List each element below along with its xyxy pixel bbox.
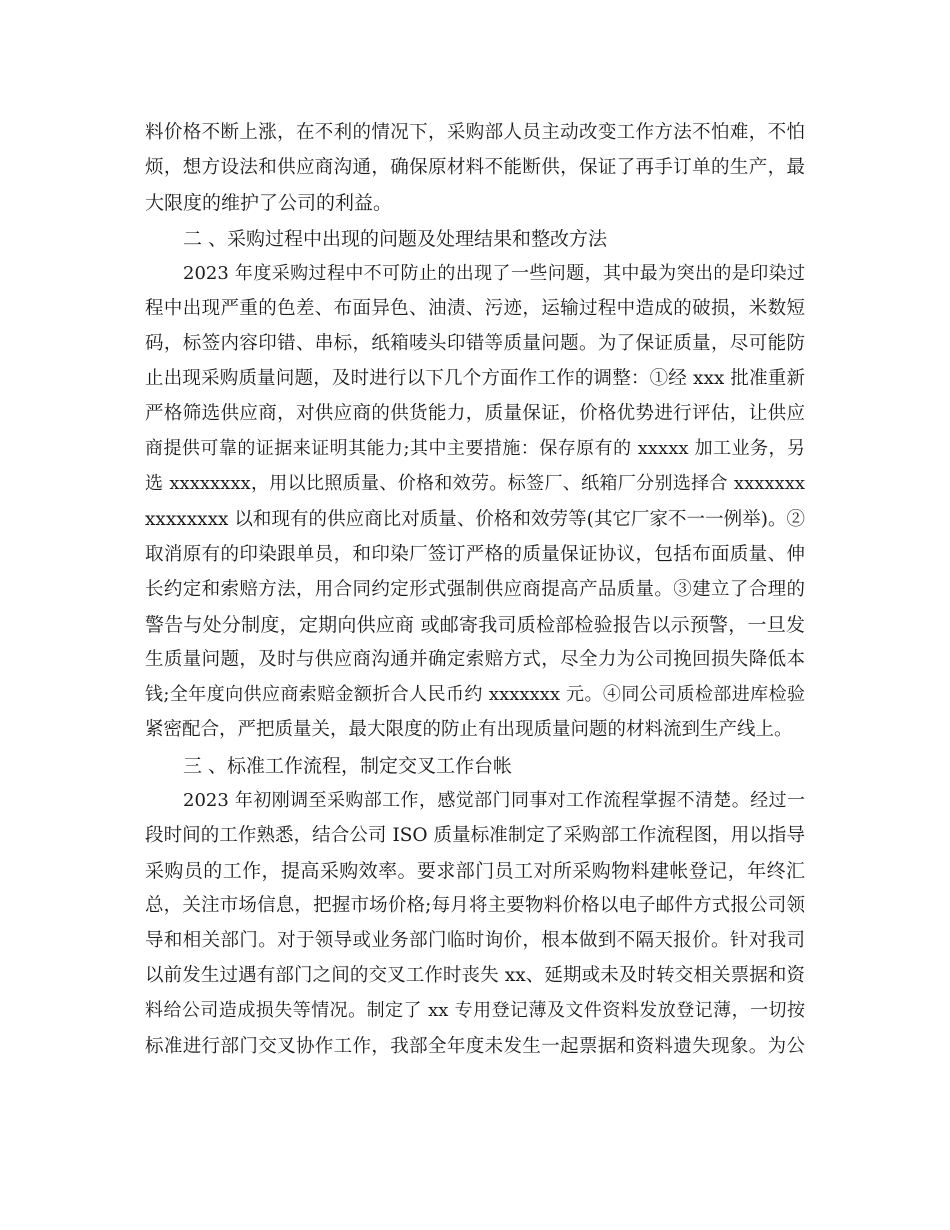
text-line: 选 xxxxxxxx，用以比照质量、价格和效劳。标签厂、纸箱厂分别选择合 xxxxxxx (145, 473, 805, 494)
text-line: 料给公司造成损失等情况。制定了 xx 专用登记薄及文件资料发放登记薄，一切按 (145, 1000, 805, 1021)
text-line: 程中出现严重的色差、布面异色、油渍、污迹，运输过程中造成的破损，米数短 (145, 298, 805, 319)
text-line: 码，标签内容印错、串标，纸箱唛头印错等质量问题。为了保证质量，尽可能防 (145, 333, 805, 354)
section-heading-2: 二 、采购过程中出现的问题及处理结果和整改方法 (183, 228, 608, 250)
text-line: 以前发生过遇有部门之间的交叉工作时丧失 xx、延期或未及时转交相关票据和资 (145, 965, 805, 986)
text-line: 止出现采购质量问题，及时进行以下几个方面作工作的调整：①经 xxx 批准重新 (145, 368, 805, 389)
text-line: 导和相关部门。对于领导或业务部门临时询价，根本做到不隔天报价。针对我司 (145, 930, 805, 951)
text-line: 钱;全年度向供应商索赔金额折合人民币约 xxxxxxx 元。④同公司质检部进库检验 (145, 684, 805, 705)
text-line: 生质量问题，及时与供应商沟通并确定索赔方式，尽全力为公司挽回损失降低本 (145, 649, 805, 670)
text-line: xxxxxxxx 以和现有的供应商比对质量、价格和效劳等(其它厂家不一一例举)。② (145, 509, 805, 530)
text-line: 紧密配合，严把质量关，最大限度的防止有出现质量问题的材料流到生产线上。 (145, 719, 793, 740)
text-line: 段时间的工作熟悉，结合公司 ISO 质量标准制定了采购部工作流程图，用以指导 (145, 825, 805, 846)
text-line: 2023 年度采购过程中不可防止的出现了一些问题，其中最为突出的是印染过 (183, 263, 805, 284)
text-line: 总，关注市场信息，把握市场价格;每月将主要物料价格以电子邮件方式报公司领 (145, 895, 805, 916)
text-line: 商提供可靠的证据来证明其能力;其中主要措施：保存原有的 xxxxx 加工业务，另 (145, 438, 805, 459)
text-line: 大限度的维护了公司的利益。 (145, 192, 393, 214)
text-line: 2023 年初刚调至采购部工作，感觉部门同事对工作流程掌握不清楚。经过一 (183, 790, 805, 811)
text-line: 严格筛选供应商，对供应商的供货能力，质量保证，价格优势进行评估，让供应 (145, 403, 805, 424)
text-line: 采购员的工作，提高采购效率。要求部门员工对所采购物料建帐登记，年终汇 (145, 860, 805, 882)
text-line: 料价格不断上涨，在不利的情况下，采购部人员主动改变工作方法不怕难，不怕 (145, 122, 805, 143)
text-line: 标准进行部门交叉协作工作，我部全年度未发生一起票据和资料遗失现象。为公 (145, 1036, 805, 1057)
text-line: 取消原有的印染跟单员，和印染厂签订严格的质量保证协议，包括布面质量、伸 (145, 544, 805, 565)
section-heading-3: 三 、标准工作流程，制定交叉工作台帐 (183, 755, 513, 777)
text-line: 长约定和索赔方法，用合同约定形式强制供应商提高产品质量。③建立了合理的 (145, 579, 805, 600)
text-line: 烦，想方设法和供应商沟通，确保原材料不能断供，保证了再手订单的生产，最 (145, 157, 805, 178)
text-line: 警告与处分制度，定期向供应商 或邮寄我司质检部检验报告以示预警，一旦发 (145, 614, 805, 636)
